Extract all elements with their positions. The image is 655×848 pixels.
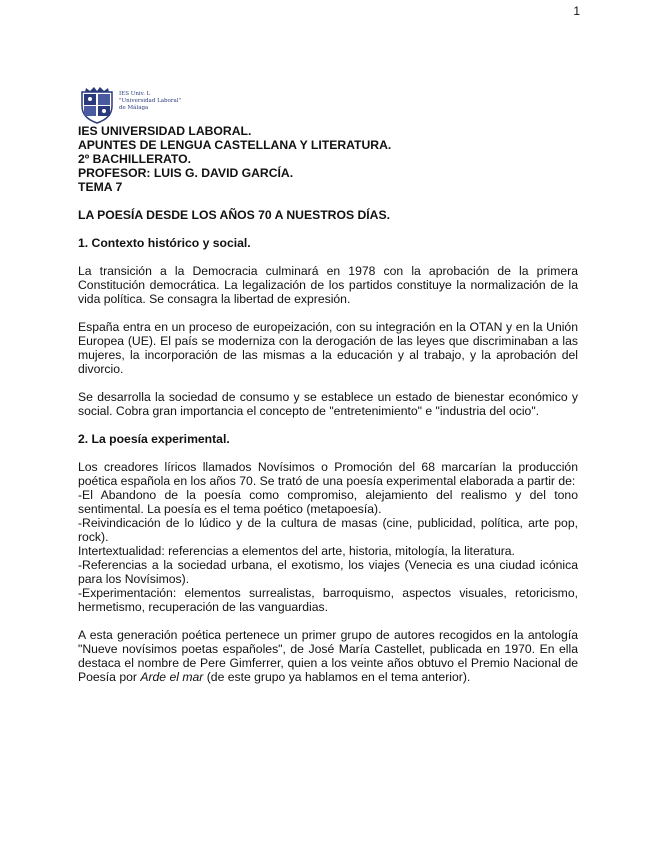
school-crest-icon: [78, 86, 116, 124]
section-1-paragraph-1: La transición a la Democracia culminará en 1978 con la aprobación de la primera Constitución democrática. La legalización de los partidos constituye la normalización de la vida política. Se consagra la libertad de expresión.: [78, 264, 578, 306]
page-number: 1: [573, 4, 580, 18]
section-1-paragraph-3: Se desarrolla la sociedad de consumo y se establece un estado de bienestar económico y social. Cobra gran importancia el concepto de "entretenimiento" e "industria del ocio".: [78, 390, 578, 418]
school-logo: [78, 86, 218, 126]
section-1-heading: 1. Contexto histórico y social.: [78, 236, 251, 250]
header-subject: APUNTES DE LENGUA CASTELLANA Y LITERATURA.: [78, 138, 392, 152]
header-school: IES UNIVERSIDAD LABORAL.: [78, 124, 252, 138]
document-title: LA POESÍA DESDE LOS AÑOS 70 A NUESTROS DÍAS.: [78, 208, 390, 222]
closing-text-start: A esta generación poética pertenece un primer grupo de autores recogidos en la antología "Nueve novísimos poetas españoles", de José María Castellet, publicada en 1970. En ella destaca el nombre de Pere Gimferrer, quien a los veinte años obtuvo el Premio Nacional de Poesía por: [78, 628, 578, 684]
features-list: [78, 488, 578, 614]
list-item: Intertextualidad: referencias a elementos del arte, historia, mitología, la literatura.: [78, 544, 515, 558]
section-2-intro-text: Los creadores líricos llamados Novísimos o Promoción del 68 marcarían la producción poética española en los años 70. Se trató de una poesía experimental elaborada a partir de:: [78, 460, 578, 488]
book-title: Arde el mar: [140, 670, 204, 684]
document-header: [78, 124, 578, 194]
header-teacher: PROFESOR: LUIS G. DAVID GARCÍA.: [78, 166, 294, 180]
header-course: 2º BACHILLERATO.: [78, 152, 192, 166]
section-2-intro: [78, 460, 578, 488]
header-topic: TEMA 7: [78, 180, 123, 194]
section-2-closing-paragraph: [78, 628, 578, 684]
section-1-paragraph-2: España entra en un proceso de europeización, con su integración en la OTAN y en la Unión Europea (UE). El país se moderniza con la derogación de las leyes que discriminaban a las mujeres, la incorporación de las mismas a la educación y al trabajo, y la aprobación del divorcio.: [78, 320, 578, 376]
document-body: [78, 124, 578, 684]
list-item: -El Abandono de la poesía como compromiso, alejamiento del realismo y del tono sentimental. La poesía es el tema poético (metapoesía).: [78, 488, 578, 516]
list-item: -Experimentación: elementos surrealistas, barroquismo, aspectos visuales, retoricismo, hermetismo, recuperación de las vanguardias.: [78, 586, 578, 614]
logo-text: IES Univ. L "Universidad Laboral" de Málaga: [119, 91, 182, 111]
closing-text-end: (de este grupo ya hablamos en el tema anterior).: [203, 670, 471, 684]
list-item: -Reivindicación de lo lúdico y de la cultura de masas (cine, publicidad, política, arte pop, rock).: [78, 516, 578, 544]
section-2-heading: 2. La poesía experimental.: [78, 432, 230, 446]
list-item: -Referencias a la sociedad urbana, el exotismo, los viajes (Venecia es una ciudad icónica para los Novísimos).: [78, 558, 578, 586]
